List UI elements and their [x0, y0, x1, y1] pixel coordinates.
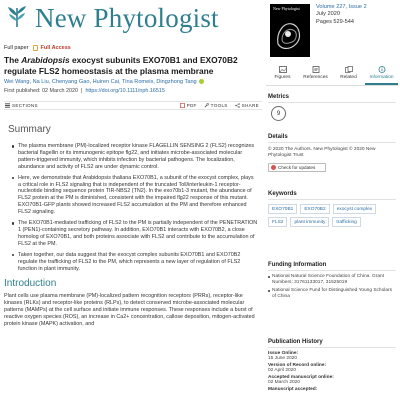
orcid-icon[interactable]: [199, 79, 204, 84]
publication-line: First published: 02 March 2020 | https://doi.org/10.1111/nph.16515: [4, 88, 165, 94]
sections-label: SECTIONS: [12, 103, 38, 108]
article-title: [4, 55, 259, 76]
summary-bullet: The EXO70B1-mediated trafficking of FLS2 to the PM is partially independent of the PENETRATION 1 (PEN1)-containing secretory pathway. In addition, EXO70B1 interacts with EXO70B2, a close homolog of EXO70B1, and both proteins associate with FLS2 and contribute to the accumulation of FLS2 at the PM.: [12, 220, 258, 248]
tab-figures-label: Figures: [274, 75, 291, 80]
funding-list: [268, 274, 396, 300]
keyword-tag[interactable]: EXO70B2: [300, 204, 329, 214]
history-label: Version of Record online:: [268, 363, 327, 368]
keywords-heading: Keywords: [268, 191, 297, 197]
share-label: SHARE: [241, 103, 259, 108]
introduction-text: Plant cells use plasma membrane (PM)-localized pattern recognition receptors (PRRs), receptor-like kinases (RLKs) and receptor-like proteins (RLPs), to detect conserved microbe-associated molecular patterns (MAMPs) at the cell surface and initiate immune responses. These responses include a burst of reactive oxygen species (ROS), an increase in Ca2+ concentration, callose deposition, mitogen-activated protein kinase (MAPK) activation, and: [4, 293, 255, 328]
publication-history-heading: Publication History: [268, 339, 323, 345]
publication-history-section: [268, 339, 396, 392]
keyword-tag[interactable]: EXO70B1: [268, 204, 297, 214]
history-value: 15 June 2020: [268, 356, 298, 361]
keyword-tag[interactable]: trafficking: [332, 217, 360, 227]
check-updates-label: Check for updates: [278, 165, 316, 170]
article-main: [0, 44, 262, 413]
history-value: 02 April 2020: [268, 368, 297, 373]
tab-references-label: References: [303, 75, 328, 80]
metrics-heading: Metrics: [268, 94, 290, 100]
altmetric-badge[interactable]: 9: [271, 106, 286, 121]
tools-label: TOOLS: [210, 103, 228, 108]
menu-icon: [5, 103, 10, 108]
summary-bullet: Taken together, our data suggest that the exocyst complex subunits EXO70B1 and EXO70B2 regulate the trafficking of FLS2 to the PM, which represents a new layer of regulation of FLS2 function in plant immunity.: [12, 252, 258, 273]
divider: [268, 270, 396, 271]
journal-logo-icon[interactable]: [4, 4, 30, 30]
metrics-section: [268, 94, 396, 121]
tab-information-label: Information: [369, 75, 394, 80]
keyword-tag[interactable]: FLS2: [268, 217, 287, 227]
article-tools: [180, 103, 259, 108]
article-sidebar: [264, 0, 400, 413]
summary-heading: Summary: [8, 124, 51, 135]
introduction-heading: Introduction: [4, 278, 57, 290]
divider: [268, 199, 396, 200]
tools-button[interactable]: [204, 103, 228, 108]
issue-pages: Pages 529-544: [316, 18, 354, 25]
pdf-button[interactable]: [180, 103, 197, 108]
tab-figures[interactable]: [266, 64, 299, 85]
related-icon: [345, 66, 353, 73]
keywords-section: [268, 191, 396, 227]
funding-item: National Science Fund for Distinguished Young Scholars of China: [268, 288, 392, 300]
pdf-icon: [180, 103, 185, 108]
wrench-icon: [204, 103, 209, 108]
details-heading: Details: [268, 134, 288, 140]
history-label: Issue Online:: [268, 351, 299, 356]
issue-cover-image[interactable]: [270, 4, 310, 57]
information-icon: [378, 66, 386, 73]
title-species: Arabidopsis: [21, 55, 70, 65]
first-published-date: 02 March 2020: [42, 88, 79, 94]
references-icon: [312, 66, 320, 73]
tab-related-label: Related: [340, 75, 357, 80]
funding-heading: Funding Information: [268, 262, 327, 268]
check-updates-icon: [271, 165, 276, 170]
cover-logo-text: New Phytologist: [273, 6, 300, 11]
tab-information[interactable]: [365, 64, 398, 85]
pdf-label: PDF: [186, 103, 197, 108]
issue-volume-link[interactable]: Volume 227, Issue 2: [316, 4, 367, 10]
figures-icon: [279, 66, 287, 73]
access-badge: [33, 45, 70, 51]
tab-related[interactable]: [332, 64, 365, 85]
check-for-updates-button[interactable]: [268, 163, 326, 172]
title-prefix: The: [4, 55, 22, 65]
journal-name[interactable]: New Phytologist: [35, 3, 219, 33]
first-published-label: First published:: [4, 88, 43, 94]
divider: [268, 102, 396, 103]
summary-bullet: The plasma membrane (PM)-localized receptor kinase FLAGELLIN SENSING 2 (FLS2) recognizes bacterial flagellin or its immunogenic epitope flg22, and initiates microbe-associated molecular pattern-triggered immunity, which inhibits infection by bacterial pathogens. The localization, abundance and activity of FLS2 are under dynamic control.: [12, 143, 258, 171]
access-label: Full Access: [40, 45, 71, 51]
article-toolbar: [4, 101, 262, 110]
history-label: Manuscript accepted:: [268, 387, 318, 392]
funding-item: National Natural Science Foundation of China. Grant Numbers: 31761133017, 31525019: [268, 274, 392, 286]
keyword-tag[interactable]: plant immunity: [290, 217, 329, 227]
tab-references[interactable]: [299, 64, 332, 85]
funding-section: [268, 262, 396, 300]
divider: [268, 347, 396, 348]
details-section: [268, 134, 396, 172]
divider: [268, 142, 396, 143]
authors-text[interactable]: Wei Wang, Na Liu, Chenyang Gao, Huiren Cai, Tina Romeis, Dingzhong Tang: [4, 79, 197, 85]
sections-menu[interactable]: [5, 103, 38, 108]
history-label: Accepted manuscript online:: [268, 375, 334, 380]
summary-bullet: Here, we demonstrate that Arabidopsis thaliana EXO70B1, a subunit of the exocyst complex, plays a critical role in FLS2 signaling that is independent of the truncated Toll/interleukin-1 receptor-nucleotide binding sequence protein TIR-NBS2 (TN2). In the exo70b1-3 mutant, the abundance of FLS2 protein at the PM is diminished, consistent with the impaired flg22 response of this mutant. EXO70B1-GFP plants showed increased FLS2 accumulation at the PM and therefore enhanced FLS2 signaling.: [12, 175, 258, 216]
share-button[interactable]: [235, 103, 259, 108]
keyword-list: [268, 204, 378, 227]
author-list[interactable]: [4, 79, 262, 86]
paper-type: Full paper: [4, 45, 29, 51]
sidebar-tabs: [266, 64, 398, 86]
paper-meta: [4, 44, 262, 52]
share-icon: [235, 103, 240, 108]
open-lock-icon: [33, 45, 38, 51]
doi-link[interactable]: https://doi.org/10.1111/nph.16515: [85, 88, 165, 94]
history-value: 02 March 2020: [268, 380, 300, 385]
issue-info: [316, 4, 367, 26]
title-rest: exocyst subunits EXO70B1 and EXO70B2 regulate FLS2 homeostasis at the plasma membrane: [4, 55, 238, 76]
copyright-text: © 2020 The Authors. New Phytologist © 2020 New Phytologist Trust: [268, 147, 376, 158]
issue-date: July 2020: [316, 11, 340, 18]
summary-list: [12, 143, 258, 272]
keyword-tag[interactable]: exocyst complex: [333, 204, 376, 214]
publication-history-list: [268, 351, 396, 392]
